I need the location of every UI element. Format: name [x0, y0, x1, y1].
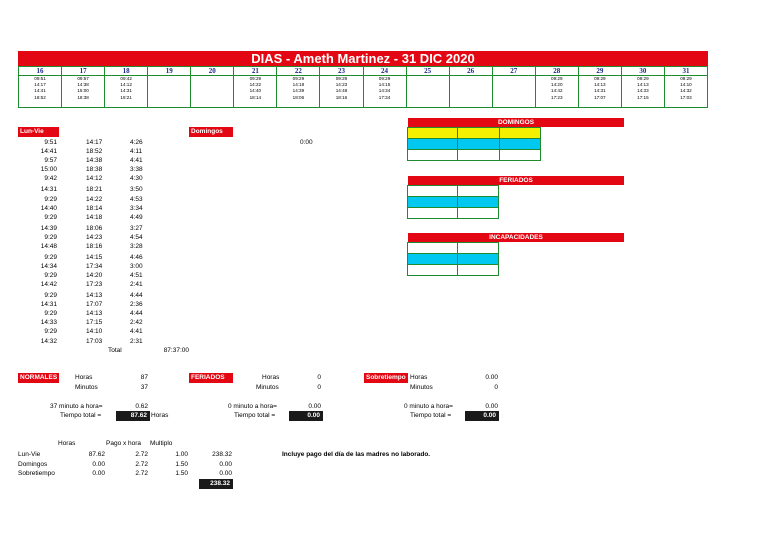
day-time: 09:42: [120, 76, 132, 81]
hours-start: 9:29: [44, 234, 57, 241]
pay-row-horas: 0.00: [92, 460, 105, 468]
total-label: Total: [108, 347, 122, 354]
day-time: 14:39: [292, 88, 305, 94]
sheet-title: DIAS - Ameth Martinez - 31 DIC 2020: [18, 51, 708, 66]
sobretiempo-label: Sobretiempo: [364, 373, 408, 383]
hours-end: 14:13: [86, 310, 103, 317]
day-time: 09:29: [680, 76, 692, 81]
day-cell: [578, 67, 621, 108]
normales-horas: 87: [140, 374, 148, 381]
hours-end: 14:10: [86, 328, 103, 335]
pay-grand-total: 238.32: [199, 479, 233, 489]
cell: [457, 207, 499, 219]
day-number: 29: [579, 67, 621, 76]
feriados-conv-label: 0 minuto a hora=: [228, 403, 277, 410]
pay-row-label: Sobretiempo: [18, 470, 55, 477]
day-cell: [535, 67, 578, 108]
hours-start: 14:32: [40, 338, 57, 345]
day-time: 17:23: [551, 94, 563, 100]
day-number: 18: [105, 67, 147, 76]
day-time: 17:07: [594, 94, 606, 100]
hours-end: 18:38: [86, 166, 103, 173]
hours-start: 9:29: [44, 254, 57, 261]
cell: [407, 207, 458, 219]
sobretiempo-horas-label: Horas: [410, 374, 428, 381]
days-row: [19, 67, 708, 108]
hours-duration: 4:51: [130, 272, 143, 279]
day-cell: [406, 67, 449, 108]
cell: [457, 149, 500, 161]
pay-header-horas: Horas: [58, 440, 76, 447]
pay-row-horas: 0.00: [92, 470, 105, 477]
day-number: 20: [191, 67, 233, 76]
hours-duration: 3:28: [130, 243, 143, 250]
hours-duration: 4:46: [130, 254, 143, 261]
hours-duration: 4:41: [130, 157, 143, 164]
day-time: 14:20: [551, 82, 563, 88]
hours-end: 18:21: [86, 186, 103, 193]
hours-end: 18:06: [86, 225, 103, 232]
pay-header-multiplo: Multiplo: [150, 440, 173, 447]
hours-end: 17:23: [86, 281, 103, 288]
hours-start: 9:29: [44, 328, 57, 335]
day-time: 09:29: [249, 76, 262, 81]
day-time: 14:17: [34, 82, 46, 88]
day-cell: [664, 67, 707, 108]
normales-total-unit: Horas: [151, 412, 169, 419]
days-table: [18, 66, 708, 108]
day-cell: [277, 67, 320, 108]
incapacidades-grid: [408, 243, 499, 276]
cell: [407, 149, 458, 161]
day-number: 31: [665, 67, 707, 76]
normales-minutos: 37: [140, 384, 148, 391]
day-number: 30: [622, 67, 664, 76]
hours-start: 9:29: [44, 196, 57, 203]
pay-row-mult: 1.50: [175, 460, 188, 468]
hours-duration: 4:11: [130, 148, 143, 155]
note: Incluye pago del día de las madres no laborado.: [282, 451, 431, 458]
hours-duration: 2:36: [130, 301, 143, 308]
domingos-label: Domingos: [189, 127, 233, 137]
pay-row-pago: 2.72: [135, 470, 148, 477]
day-cell: [449, 67, 492, 108]
pay-row-horas: 87.62: [88, 451, 105, 458]
day-cell: [62, 67, 105, 108]
total-value: 87:37:00: [163, 347, 189, 354]
hours-start: 9:29: [44, 292, 57, 299]
day-number: 25: [407, 67, 449, 76]
pay-header-pago: Pago x hora: [106, 440, 142, 447]
hours-start: 14:34: [40, 263, 57, 270]
day-time: 14:34: [378, 88, 391, 94]
day-time: 18:16: [335, 94, 348, 100]
day-time: 09:29: [594, 76, 606, 81]
hours-start: 14:41: [40, 148, 57, 155]
hours-start: 15:00: [40, 166, 57, 173]
day-cell: [234, 67, 277, 108]
hours-end: 14:18: [86, 214, 103, 221]
day-time: 18:14: [249, 94, 262, 100]
day-number: 27: [493, 67, 535, 76]
day-cell: [492, 67, 535, 108]
day-time: 14:18: [292, 82, 305, 88]
feriados-grid: [408, 186, 499, 219]
pay-row-pago: 2.72: [135, 451, 148, 458]
day-time: 14:31: [120, 88, 132, 94]
day-time: 18:06: [292, 94, 305, 100]
hours-duration: 3:38: [130, 166, 143, 173]
day-time: 14:13: [594, 82, 606, 88]
pay-row-total: 0.00: [219, 470, 232, 477]
feriados-total: 0.00: [289, 411, 323, 421]
feriados-header: FERIADOS: [408, 176, 624, 185]
hours-start: 9:51: [44, 139, 57, 146]
day-time: 09:57: [77, 76, 89, 81]
hours-end: 14:17: [86, 139, 103, 146]
domingos-value: 0:00: [300, 139, 313, 146]
hours-duration: 4:49: [130, 214, 143, 221]
pay-row-label: Domingos: [18, 460, 48, 468]
day-time: 14:32: [680, 88, 692, 94]
pay-row-label: Lun-Vie: [18, 451, 41, 458]
day-number: 24: [364, 67, 406, 76]
hours-end: 14:22: [86, 196, 103, 203]
day-number: 16: [19, 67, 61, 76]
hours-duration: 4:54: [130, 234, 143, 241]
feriados-label: FERIADOS: [189, 373, 233, 383]
day-time: 14:48: [335, 88, 348, 94]
sobretiempo-conv-label: 0 minuto a hora=: [404, 403, 453, 410]
day-time: 09:51: [34, 76, 46, 81]
day-time: 18:21: [120, 94, 132, 100]
hours-duration: 3:50: [130, 186, 143, 193]
hours-end: 14:20: [86, 272, 103, 279]
normales-total-label: Tiempo total =: [60, 412, 102, 419]
hours-end: 14:38: [86, 157, 103, 164]
normales-conv-label: 37 minuto a hora=: [50, 403, 103, 410]
feriados-total-label: Tiempo total =: [234, 412, 276, 419]
day-number: 23: [320, 67, 362, 76]
hours-duration: 4:44: [130, 292, 143, 299]
day-time: 14:41: [34, 88, 46, 94]
day-time: 15:00: [77, 88, 89, 94]
day-time: 14:31: [594, 88, 606, 94]
day-time: 14:38: [77, 82, 89, 88]
hours-start: 9:57: [44, 157, 57, 164]
day-time: 09:29: [551, 76, 563, 81]
hours-end: 18:16: [86, 243, 103, 250]
day-time: 14:33: [637, 88, 649, 94]
hours-start: 14:39: [40, 225, 57, 232]
sobretiempo-minutos-label: Minutos: [410, 384, 433, 391]
day-time: 14:10: [680, 82, 692, 88]
cell: [499, 149, 541, 161]
hours-end: 14:23: [86, 234, 103, 241]
pay-row-total: 238.32: [212, 451, 232, 458]
feriados-horas: 0: [317, 374, 321, 381]
hours-start: 14:40: [40, 205, 57, 212]
day-time: 09:29: [378, 76, 391, 81]
domingos-header: DOMINGOS: [408, 118, 624, 127]
pay-row-mult: 1.00: [175, 451, 188, 458]
hours-duration: 4:26: [130, 139, 143, 146]
feriados-conv: 0.00: [308, 403, 321, 410]
day-cell: [621, 67, 664, 108]
day-cell: [363, 67, 406, 108]
sobretiempo-total-label: Tiempo total =: [410, 412, 452, 419]
normales-minutos-label: Minutos: [75, 384, 98, 391]
sobretiempo-minutos: 0: [494, 384, 498, 391]
hours-duration: 2:31: [130, 338, 143, 345]
lunvie-label: Lun-Vie: [18, 127, 59, 137]
hours-start: 14:31: [40, 301, 57, 308]
hours-end: 18:52: [86, 148, 103, 155]
hours-start: 9:29: [44, 272, 57, 279]
day-time: 17:15: [637, 94, 649, 100]
day-time: 18:52: [34, 94, 46, 100]
day-time: 14:42: [551, 88, 563, 94]
day-cell: [191, 67, 234, 108]
day-time: 09:29: [637, 76, 649, 81]
hours-end: 17:15: [86, 319, 103, 326]
day-time: 17:03: [680, 94, 692, 100]
hours-end: 14:13: [86, 292, 103, 299]
day-cell: [320, 67, 363, 108]
day-time: 14:22: [249, 82, 262, 88]
day-time: 14:23: [335, 82, 348, 88]
day-time: 14:12: [120, 82, 132, 88]
hours-duration: 3:00: [130, 263, 143, 270]
pay-row-mult: 1.50: [175, 470, 188, 477]
normales-horas-label: Horas: [75, 374, 93, 381]
hours-duration: 3:27: [130, 225, 143, 232]
day-number: 19: [148, 67, 190, 76]
day-number: 28: [536, 67, 578, 76]
day-number: 21: [234, 67, 276, 76]
day-time: 17:34: [378, 94, 391, 100]
hours-start: 9:42: [44, 175, 57, 182]
sobretiempo-total: 0.00: [465, 411, 499, 421]
day-cell: [105, 67, 148, 108]
hours-duration: 4:53: [130, 196, 143, 203]
normales-conv: 0.62: [135, 403, 148, 410]
hours-start: 9:29: [44, 310, 57, 317]
normales-label: NORMALES: [20, 374, 58, 381]
hours-end: 17:34: [86, 263, 103, 270]
hours-end: 14:12: [86, 175, 103, 182]
hours-start: 14:31: [40, 186, 57, 193]
day-number: 17: [62, 67, 104, 76]
hours-start: 14:42: [40, 281, 57, 288]
day-cell: [148, 67, 191, 108]
day-time: 14:40: [249, 88, 262, 94]
pay-row-total: 0.00: [219, 460, 232, 468]
day-time: 09:29: [335, 76, 348, 81]
cell: [407, 264, 458, 276]
incapacidades-header: INCAPACIDADES: [408, 233, 624, 242]
hours-duration: 2:42: [130, 319, 143, 326]
day-time: 14:13: [637, 82, 649, 88]
domingos-grid: [408, 128, 541, 161]
hours-end: 17:07: [86, 301, 103, 308]
day-cell: [19, 67, 62, 108]
hours-end: 17:03: [86, 338, 103, 345]
cell: [457, 264, 499, 276]
sobretiempo-conv: 0.00: [485, 403, 498, 410]
sobretiempo-horas: 0.00: [485, 374, 498, 381]
day-time: 09:29: [292, 76, 305, 81]
day-number: 22: [277, 67, 319, 76]
hours-start: 14:48: [40, 243, 57, 250]
pay-row-pago: 2.72: [135, 460, 148, 468]
day-number: 26: [450, 67, 492, 76]
hours-end: 14:15: [86, 254, 103, 261]
feriados-minutos-label: Minutos: [256, 384, 279, 391]
hours-duration: 4:30: [130, 175, 143, 182]
feriados-minutos: 0: [317, 384, 321, 391]
hours-start: 14:33: [40, 319, 57, 326]
hours-duration: 2:41: [130, 281, 143, 288]
hours-duration: 4:44: [130, 310, 143, 317]
hours-duration: 4:41: [130, 328, 143, 335]
feriados-horas-label: Horas: [262, 374, 280, 381]
day-time: 18:38: [77, 94, 89, 100]
hours-end: 18:14: [86, 205, 103, 212]
hours-duration: 3:34: [130, 205, 143, 212]
hours-start: 9:29: [44, 214, 57, 221]
normales-total: 87.62: [116, 411, 150, 421]
day-time: 14:15: [378, 82, 391, 88]
